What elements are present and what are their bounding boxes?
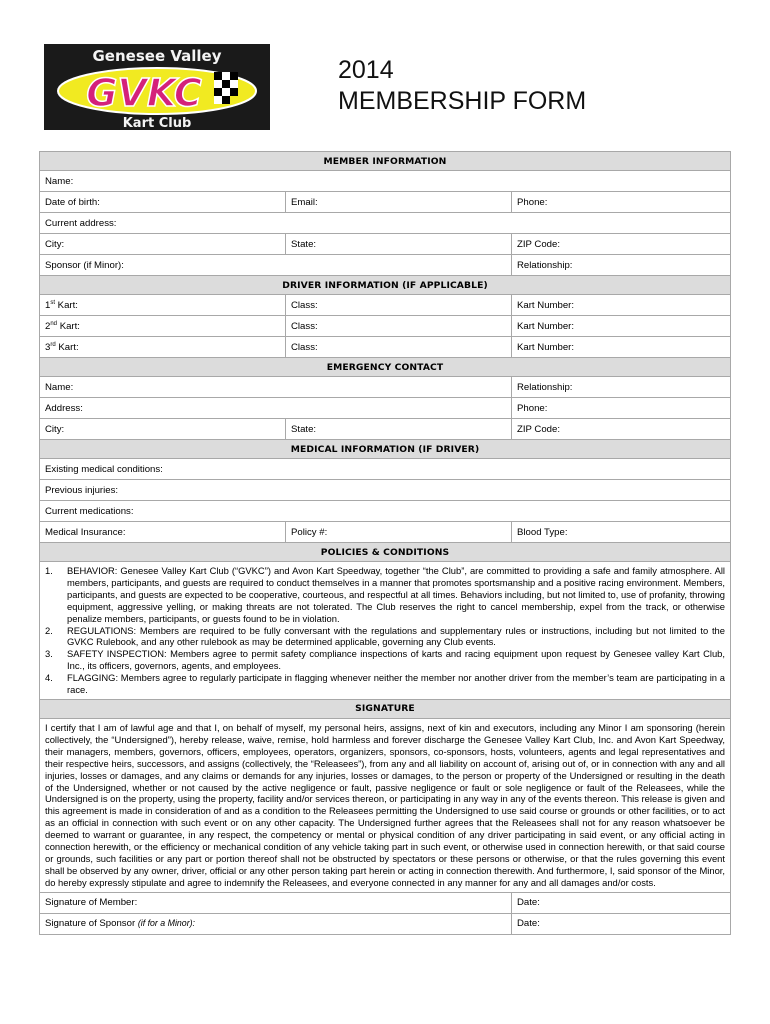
kart-1-field[interactable] [40,295,286,316]
form-title [338,55,586,117]
section-driver-info: DRIVER INFORMATION (IF APPLICABLE) [40,276,731,295]
member-address-field[interactable]: Current address: [40,213,731,234]
policy-number: 3. [45,648,53,660]
kart-2-number-field[interactable]: Kart Number: [512,316,731,337]
kart-3-number: 3 [45,341,51,353]
medical-conditions-field[interactable]: Existing medical conditions: [40,459,731,480]
logo-bottom-text: Kart Club [122,116,192,130]
member-relationship-field[interactable]: Relationship: [512,255,731,276]
kart-1-ordinal: st [50,299,56,306]
section-member-info: MEMBER INFORMATION [40,152,731,171]
kart-2-ordinal: nd [50,320,58,327]
policy-item [45,648,725,672]
member-phone-field[interactable]: Phone: [512,192,731,213]
emergency-relationship-field[interactable]: Relationship: [512,377,731,398]
policies-list [45,565,725,696]
emergency-phone-field[interactable]: Phone: [512,398,731,419]
section-signature: SIGNATURE [40,699,731,718]
policy-number: 4. [45,672,53,684]
emergency-zip-field[interactable]: ZIP Code: [512,419,731,440]
policy-item [45,565,725,625]
section-emergency-contact: EMERGENCY CONTACT [40,358,731,377]
member-state-field[interactable]: State: [286,234,512,255]
policy-text: FLAGGING: Members agree to regularly participate in flagging whenever neither the member nor another driver from the member’s team are participating in a race. [67,672,725,696]
kart-3-class-field[interactable]: Class: [286,337,512,358]
member-dob-field[interactable]: Date of birth: [40,192,286,213]
policy-number: 2. [45,624,53,636]
kart-3-label: Kart: [55,341,79,353]
member-sponsor-field[interactable]: Sponsor (if Minor): [40,255,512,276]
membership-form-table [39,151,731,935]
member-city-field[interactable]: City: [40,234,286,255]
member-email-field[interactable]: Email: [286,192,512,213]
policy-text: SAFETY INSPECTION: Members agree to permit safety compliance inspections of karts and racing equipment upon request by Genesee valley Kart Club, Inc., its officers, governors, agents, and employees. [67,648,725,672]
kart-2-class-field[interactable]: Class: [286,316,512,337]
emergency-city-field[interactable]: City: [40,419,286,440]
policy-item [45,672,725,696]
medical-medications-field[interactable]: Current medications: [40,501,731,522]
kart-1-label: Kart: [55,299,78,311]
section-medical-info: MEDICAL INFORMATION (IF DRIVER) [40,440,731,459]
policies-list-cell [40,562,731,700]
medical-policy-field[interactable]: Policy #: [286,522,512,543]
kart-2-field[interactable] [40,316,286,337]
sponsor-signature-field[interactable] [40,913,512,934]
form-year: 2014 [338,56,394,84]
policy-item [45,625,725,649]
emergency-state-field[interactable]: State: [286,419,512,440]
kart-3-field[interactable] [40,337,286,358]
policy-text: REGULATIONS: Members are required to be fully conversant with the regulations and supplementary rules or instructions, including but not limited to the GVKC Rulebook, and any other rulebook as may be determined applicable, governing any Club events. [67,624,725,648]
kart-2-number: 2 [45,320,51,332]
club-logo [44,44,270,130]
policy-text: BEHAVIOR: Genesee Valley Kart Club (“GVKC”) and Avon Kart Speedway, together “the Club”, are committed to providing a safe and family atmosphere. All members, participants, and guests are required to conduct themselves in a manner that promotes sportsmanship and a positive racing environment. Members, participants, and guests are expected to be cooperative, courteous, and respectful at all times. Behaviors including, but not limited to, use of profanity, throwing equipment, aggressive yelling, or making threats are not tolerated. The Club reserves the right to cancel membership, expel from the track, or otherwise penalize members, participants, or guests found to be in violation. [67,565,726,624]
kart-3-ordinal: rd [50,341,56,348]
member-signature-field[interactable]: Signature of Member: [40,892,512,913]
sponsor-signature-date-field[interactable]: Date: [512,913,731,934]
medical-blood-type-field[interactable]: Blood Type: [512,522,731,543]
medical-injuries-field[interactable]: Previous injuries: [40,480,731,501]
logo-top-text: Genesee Valley [92,47,222,65]
member-signature-date-field[interactable]: Date: [512,892,731,913]
policy-number: 1. [45,565,53,576]
section-policies: POLICIES & CONDITIONS [40,543,731,562]
kart-1-number-field[interactable]: Kart Number: [512,295,731,316]
member-zip-field[interactable]: ZIP Code: [512,234,731,255]
medical-insurance-field[interactable]: Medical Insurance: [40,522,286,543]
release-agreement-text: I certify that I am of lawful age and that I, on behalf of myself, my personal heirs, assigns, next of kin and executors, including any Minor I am sponsoring (herein collectively, the “Undersigned”), hereby release, waive, remise, hold harmless and forever discharge the Genesee Valley Kart Club, Inc. and Avon Kart Speedway, their managers, members, governors, officers, employees, operators, organizers, sponsors, co-sponsors, hosts, volunteers, agents and legal representatives and their respective heirs, successors, and assigns (collectively, the “Releasees”), from any and all liability on account of, arising out of, or in connection with any and all injuries, losses or damages, and any claims or demands for any injuries, losses or damages, to the person or property of the Undersigned or resulting in the death of the Undersigned, whether or not caused by the active negligence or fault, passive negligence or fault or sole negligence or fault of the Releasees, while the Undersigned is on the property, using the property, facility and/or services thereon, or participating in any way in any of the events thereon. This release is given and this agreement is made in consideration of and as a condition to the Releasees permitting the Undersigned to use said course or grounds or other facilities, or to act as an official in connection with such event or on any other capacity. The Undersigned further agrees that the Releasees shall not for any reason whatsoever be deemed to warrant or guarantee, in any respect, the competency or mental or physical condition of any driver participating in said event, or any official acting in connection herewith, or the efficiency or mechanical condition of any vehicle taking part in such event, or otherwise used in connection herewith, or that said course or grounds, such facilities or any part or portion thereof shall not be obstructed by spectators or these persons or otherwise, or that the rules governing this event shall be observed by any owner, driver, official or any other person taking part herein or acting in connection therewith. And furthermore, I, said sponsor of the Minor, do hereby expressly stipulate and agree to indemnify the Releasees, and everyone connected in any manner for any and all damages and/or costs. [40,718,731,892]
emergency-name-field[interactable]: Name: [40,377,512,398]
form-name: MEMBERSHIP FORM [338,87,587,115]
kart-3-number-field[interactable]: Kart Number: [512,337,731,358]
sponsor-signature-note: (if for a Minor): [137,918,196,929]
emergency-address-field[interactable]: Address: [40,398,512,419]
member-name-field[interactable]: Name: [40,171,731,192]
logo-main-text: GVKC [86,71,202,115]
kart-1-class-field[interactable]: Class: [286,295,512,316]
kart-2-label: Kart: [57,320,80,332]
sponsor-signature-label: Signature of Sponsor [45,918,138,930]
kart-1-number: 1 [45,299,51,311]
